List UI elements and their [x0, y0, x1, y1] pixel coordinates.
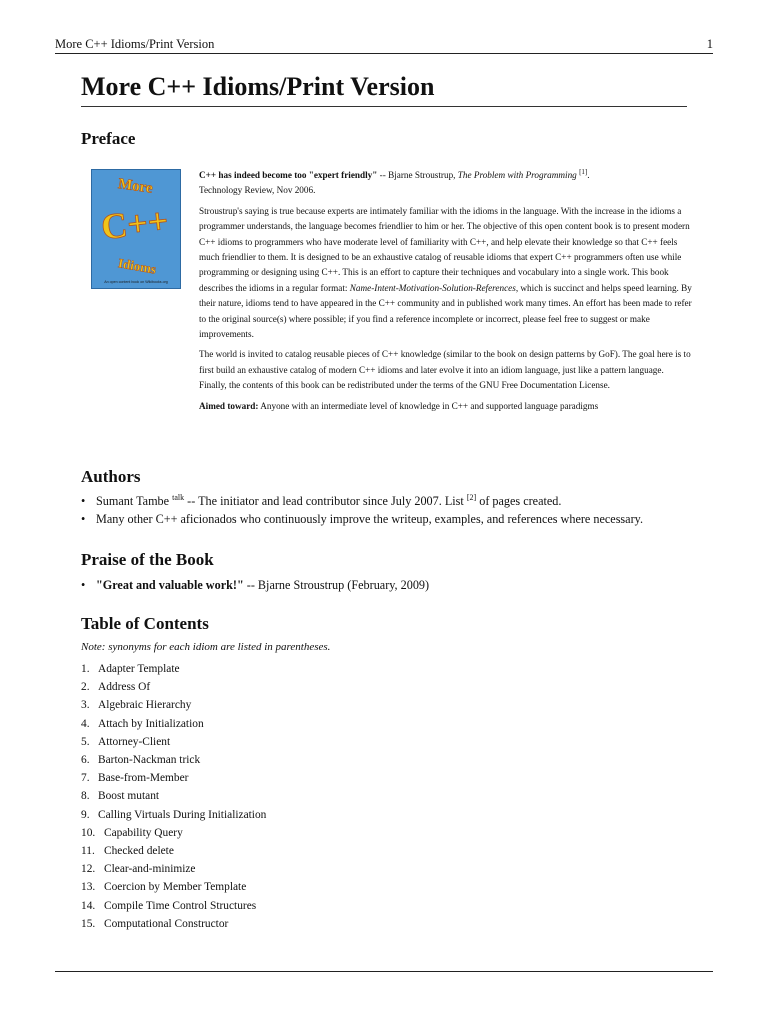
bullet-icon: • [81, 494, 86, 508]
reference-link-1[interactable]: [1] [579, 168, 588, 176]
quote-venue: Technology Review, Nov 2006. [199, 185, 316, 196]
preface-body [199, 168, 692, 419]
toc-number: 12. [81, 863, 96, 876]
toc-link[interactable]: Adapter Template [98, 663, 180, 675]
toc-item[interactable] [81, 715, 266, 733]
praise-heading: Praise of the Book [81, 550, 214, 569]
quote-bold: C++ has indeed become too "expert friendly" [199, 170, 378, 180]
toc-item[interactable] [81, 824, 266, 842]
idiom-format: Name-Intent-Motivation-Solution-References [349, 282, 516, 293]
author-others: Many other C++ aficionados who continuously improve the writeup, examples, and references where necessary. [96, 512, 643, 526]
toc-note: Note: synonyms for each idiom are listed in parentheses. [81, 641, 331, 653]
toc-link[interactable]: Barton-Nackman trick [98, 754, 201, 767]
preface-heading: Preface [81, 129, 136, 148]
author-description: -- The initiator and lead contributor since July 2007. List [184, 494, 467, 508]
aimed-label: Aimed toward: [199, 400, 259, 411]
praise-quote: "Great and valuable work!" [96, 578, 244, 592]
toc-heading: Table of Contents [81, 614, 209, 633]
toc-item[interactable] [81, 660, 266, 678]
author-item [81, 492, 643, 510]
toc-link[interactable]: Checked delete [104, 845, 174, 858]
toc-item[interactable] [81, 915, 266, 933]
para1-end: , which is succinct and helps speed learning. By their nature, idioms tend to have appeared in the C++ community and in published work many times. An effort has been made to refer to the original source(s) where possible; if you find a reference incomplete or incorrect, please feel free to suggest or make improvements. [199, 282, 692, 340]
praise-item [81, 576, 429, 594]
toc-link[interactable]: Boost mutant [98, 790, 160, 803]
book-cover-art [92, 170, 180, 288]
toc-number: 7. [81, 772, 90, 785]
praise-list [81, 576, 429, 594]
preface-quote [199, 168, 692, 199]
praise-attribution: -- Bjarne Stroustrup (February, 2009) [243, 578, 430, 592]
authors-list [81, 492, 643, 528]
toc-number: 11. [81, 845, 95, 858]
toc-item[interactable] [81, 787, 266, 805]
page-title: More C++ Idioms/Print Version [81, 72, 687, 107]
quote-tail: . [587, 170, 590, 180]
toc-link[interactable]: Coercion by Member Template [104, 881, 247, 894]
authors-heading: Authors [81, 467, 141, 486]
toc-link[interactable]: Address Of [98, 681, 151, 694]
cover-caption: An open content book on Wikibooks.org [104, 280, 168, 284]
aimed-toward [199, 399, 692, 414]
toc-link[interactable]: Base-from-Member [98, 772, 189, 785]
bullet-icon: • [81, 578, 86, 592]
toc-number: 10. [81, 826, 96, 839]
aimed-text: Anyone with an intermediate level of knowledge in C++ and supported language paradigms [258, 400, 599, 411]
toc-item[interactable] [81, 806, 266, 824]
toc-number: 15. [81, 917, 96, 930]
toc-item[interactable] [81, 897, 266, 915]
toc-number: 1. [81, 663, 90, 675]
running-header-title: More C++ Idioms/Print Version [55, 37, 215, 51]
reference-link-2[interactable]: [2] [466, 493, 477, 502]
toc-item[interactable] [81, 678, 266, 696]
toc-number: 14. [81, 899, 96, 912]
author-description-tail: of pages created. [476, 494, 562, 508]
footer-divider [55, 971, 713, 972]
quote-source: The Problem with Programming [457, 170, 577, 180]
toc-item[interactable] [81, 878, 266, 896]
toc-number: 6. [81, 754, 90, 767]
toc-number: 13. [81, 881, 96, 894]
toc-number: 8. [81, 790, 90, 803]
preface-paragraph-2: The world is invited to catalog reusable pieces of C++ knowledge (similar to the book on design patterns by GoF). The goal here is to first build an exhaustive catalog of modern C++ idioms and later evolve it into an idiom language, just like a pattern language. Finally, the contents of this book can be redistributed under the terms of the GNU Free Documentation License. [199, 349, 691, 391]
toc-number: 5. [81, 735, 90, 748]
toc-item[interactable] [81, 733, 266, 751]
toc-link[interactable]: Algebraic Hierarchy [98, 699, 192, 712]
cover-word-idioms: Idioms [117, 255, 158, 277]
quote-attribution: -- Bjarne Stroustrup, [377, 170, 458, 180]
toc-link[interactable]: Clear-and-minimize [104, 863, 196, 876]
toc-number: 2. [81, 681, 90, 694]
author-name-link[interactable]: Sumant Tambe [96, 494, 173, 508]
para1-start: Stroustrup's saying is true because experts are intimately familiar with the idioms in the language. With the increase in the idioms a programmer understands, the language becomes friendlier to him or her. The objective of this open content book is to present modern C++ idioms to programmers who have moderate level of familiarity with C++, and help elevate their knowledge so that C++ feels much friendlier to them. It is designed to be an exhaustive catalog of reusable idioms that expert C++ programmers often use while programming or designing using C++. This is an effort to capture their techniques and vocabulary into a single work. This book describes the idioms in a regular format: [199, 205, 690, 293]
cover-word-more: More [117, 176, 154, 197]
toc-link[interactable]: Capability Query [104, 826, 183, 839]
running-header [55, 37, 713, 54]
talk-link[interactable]: talk [172, 493, 185, 502]
toc-link[interactable]: Computational Constructor [104, 917, 229, 930]
toc-item[interactable] [81, 696, 266, 714]
page-number: 1 [706, 37, 713, 51]
toc-link[interactable]: Calling Virtuals During Initialization [98, 808, 267, 821]
preface-paragraph-1 [199, 204, 692, 343]
bullet-icon: • [81, 512, 86, 526]
toc-item[interactable] [81, 842, 266, 860]
book-cover-image [91, 169, 181, 289]
cover-word-cpp: C++ [99, 200, 171, 248]
toc-number: 9. [81, 808, 90, 821]
toc-number: 4. [81, 717, 90, 730]
toc-item[interactable] [81, 860, 266, 878]
toc-number: 3. [81, 699, 90, 712]
toc-item[interactable] [81, 769, 266, 787]
toc-link[interactable]: Attorney-Client [98, 735, 171, 748]
toc-item[interactable] [81, 751, 266, 769]
author-item [81, 510, 643, 528]
table-of-contents [81, 660, 266, 933]
toc-link[interactable]: Compile Time Control Structures [104, 899, 257, 912]
toc-link[interactable]: Attach by Initialization [98, 717, 204, 730]
